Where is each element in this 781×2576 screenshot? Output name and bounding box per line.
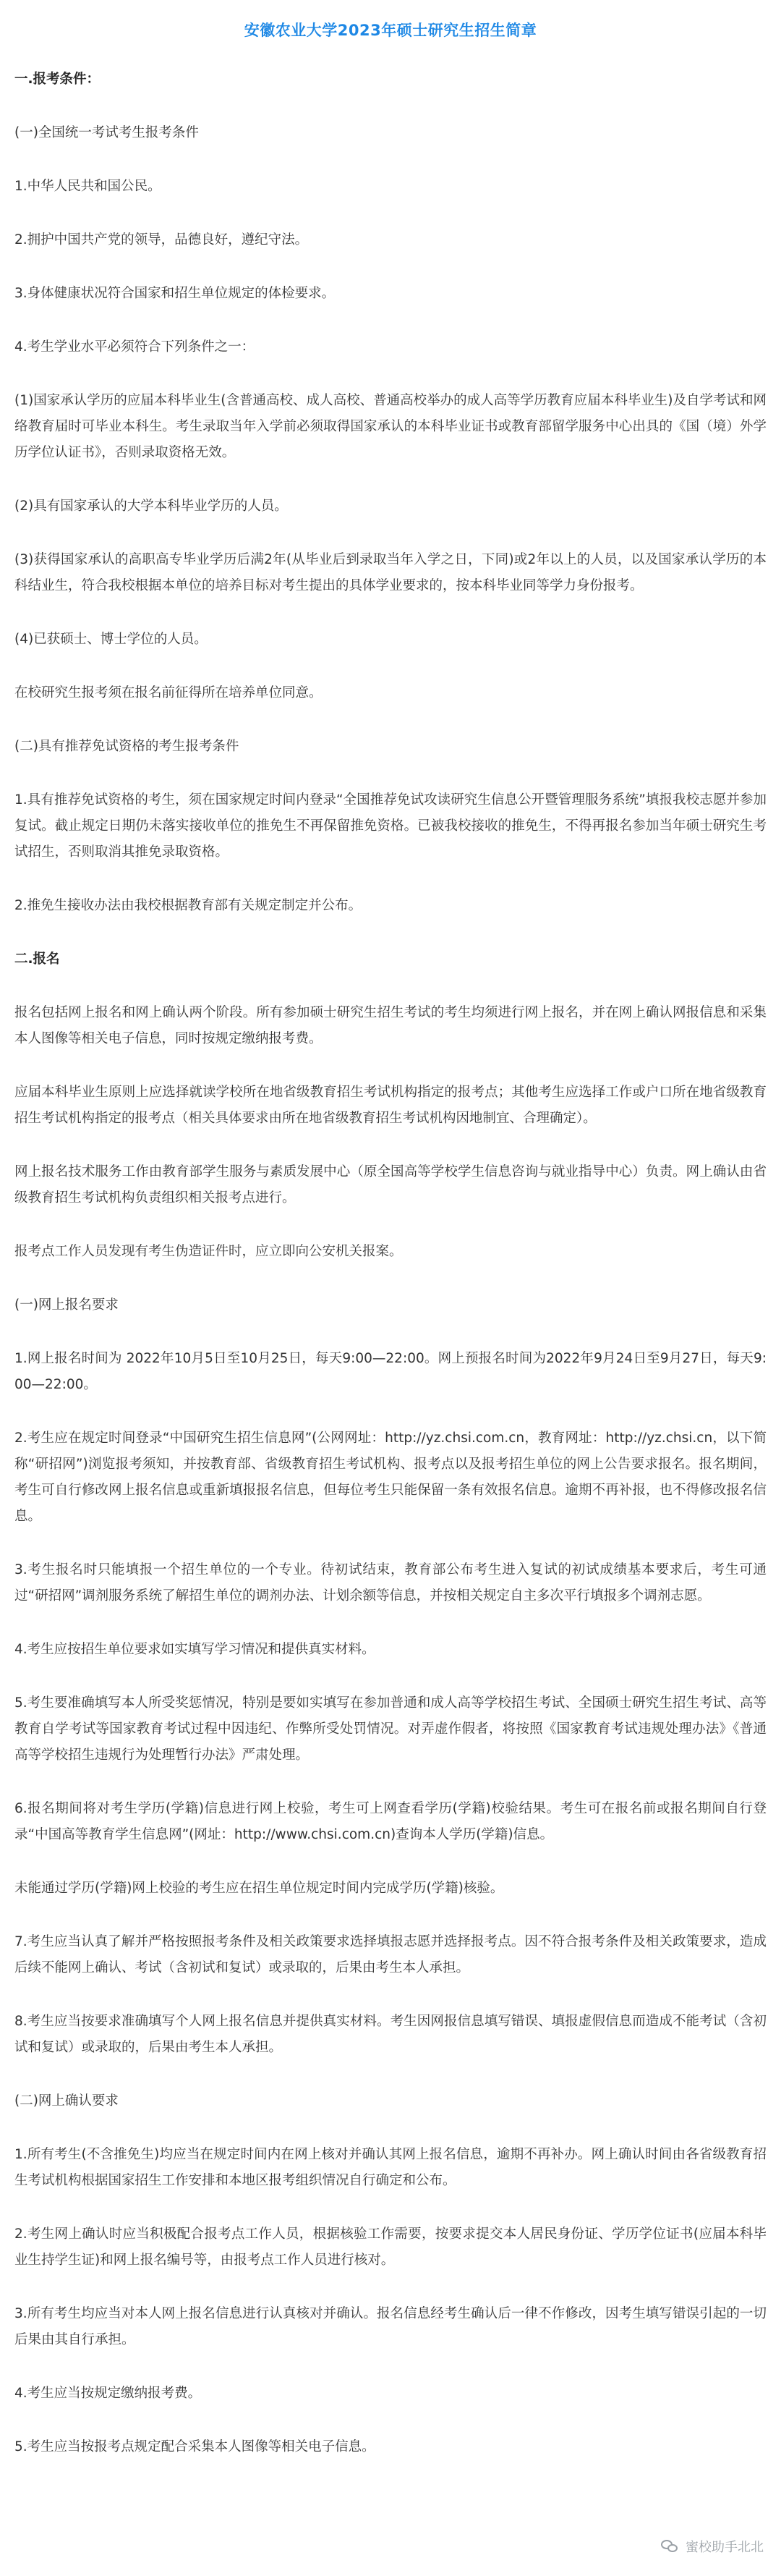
article-body	[14, 67, 767, 2460]
paragraph: 3.考生报名时只能填报一个招生单位的一个专业。待初试结束，教育部公布考生进入复试的初试成绩基本要求后，考生可通过“研招网”调剂服务系统了解招生单位的调剂办法、计划余额等信息，并按相关规定自主多次平行填报多个调剂志愿。	[14, 1562, 767, 1603]
paragraph: (一)网上报名要求	[14, 1297, 119, 1313]
paragraph: 5.考生应当按报考点规定配合采集本人图像等相关电子信息。	[14, 2439, 375, 2454]
paragraph: 3.所有考生均应当对本人网上报名信息进行认真核对并确认。报名信息经考生确认后一律不作修改，因考生填写错误引起的一切后果由其自行承担。	[14, 2306, 767, 2347]
paragraph: (1)国家承认学历的应届本科毕业生(含普通高校、成人高校、普通高校举办的成人高等学历教育应届本科毕业生)及自学考试和网络教育届时可毕业本科生。考生录取当年入学前必须取得国家承认的本科毕业证书或教育部留学服务中心出具的《国（境）外学历学位认证书》，否则录取资格无效。	[14, 393, 767, 460]
paragraph: (4)已获硕士、博士学位的人员。	[14, 632, 208, 647]
paragraph: 2.考生网上确认时应当积极配合报考点工作人员，根据核验工作需要，按要求提交本人居民身份证、学历学位证书(应届本科毕业生持学生证)和网上报名编号等，由报考点工作人员进行核对。	[14, 2227, 767, 2268]
paragraph: 未能通过学历(学籍)网上校验的考生应在招生单位规定时间内完成学历(学籍)核验。	[14, 1881, 504, 1896]
paragraph: (2)具有国家承认的大学本科毕业学历的人员。	[14, 499, 288, 514]
paragraph: (二)网上确认要求	[14, 2093, 119, 2109]
section-heading: 一.报考条件：	[14, 72, 101, 87]
wechat-icon	[661, 2538, 680, 2554]
paragraph: 1.网上报名时间为 2022年10月5日至10月25日，每天9:00—22:00。网上预报名时间为2022年9月24日至9月27日，每天9:00—22:00。	[14, 1351, 767, 1392]
paragraph: 3.身体健康状况符合国家和招生单位规定的体检要求。	[14, 286, 336, 301]
paragraph: 在校研究生报考须在报名前征得所在培养单位同意。	[14, 685, 323, 700]
paragraph: 4.考生应当按规定缴纳报考费。	[14, 2386, 202, 2401]
paragraph: (一)全国统一考试考生报考条件	[14, 125, 199, 140]
paragraph: 应届本科毕业生原则上应选择就读学校所在地省级教育招生考试机构指定的报考点；其他考生应选择工作或户口所在地省级教育招生考试机构指定的报考点（相关具体要求由所在地省级教育招生考试机构因地制宜、合理确定）。	[14, 1085, 767, 1126]
paragraph: 4.考生学业水平必须符合下列条件之一：	[14, 339, 255, 355]
paragraph: 2.考生应在规定时间登录“中国研究生招生信息网”(公网网址：http://yz.chsi.com.cn，教育网址：http://yz.chsi.cn，以下简称“研招网”)浏览报考须知，并按教育部、省级教育招生考试机构、报考点以及报考招生单位的网上公告要求报名。报名期间，考生可自行修改网上报名信息或重新填报报名信息，但每位考生只能保留一条有效报名信息。逾期不再补报，也不得修改报名信息。	[14, 1431, 767, 1524]
paragraph: (3)获得国家承认的高职高专毕业学历后满2年(从毕业后到录取当年入学之日，下同)或2年以上的人员，以及国家承认学历的本科结业生，符合我校根据本单位的培养目标对考生提出的具体学业要求的，按本科毕业同等学力身份报考。	[14, 552, 767, 593]
paragraph: 1.所有考生(不含推免生)均应当在规定时间内在网上核对并确认其网上报名信息，逾期不再补办。网上确认时间由各省级教育招生考试机构根据国家招生工作安排和本地区报考组织情况自行确定和公布。	[14, 2147, 767, 2188]
paragraph: 2.拥护中国共产党的领导，品德良好，遵纪守法。	[14, 232, 309, 247]
paragraph: 1.具有推荐免试资格的考生，须在国家规定时间内登录“全国推荐免试攻读研究生信息公开暨管理服务系统”填报我校志愿并参加复试。截止规定日期仍未落实接收单位的推免生不再保留推免资格。已被我校接收的推免生，不得再报名参加当年硕士研究生考试招生，否则取消其推免录取资格。	[14, 792, 767, 860]
paragraph: 4.考生应按招生单位要求如实填写学习情况和提供真实材料。	[14, 1642, 375, 1657]
paragraph: 1.中华人民共和国公民。	[14, 179, 161, 194]
paragraph: 网上报名技术服务工作由教育部学生服务与素质发展中心（原全国高等学校学生信息咨询与就业指导中心）负责。网上确认由省级教育招生考试机构负责组织相关报考点进行。	[14, 1164, 767, 1206]
page-title: 安徽农业大学2023年硕士研究生招生简章	[244, 22, 537, 39]
watermark	[661, 2537, 764, 2556]
section-heading: 二.报名	[14, 952, 60, 967]
paragraph: 7.考生应当认真了解并严格按照报考条件及相关政策要求选择填报志愿并选择报考点。因不符合报考条件及相关政策要求，造成后续不能网上确认、考试（含初试和复试）或录取的，后果由考生本人承担。	[14, 1934, 767, 1975]
paragraph: 报名包括网上报名和网上确认两个阶段。所有参加硕士研究生招生考试的考生均须进行网上报名，并在网上确认网报信息和采集本人图像等相关电子信息，同时按规定缴纳报考费。	[14, 1005, 767, 1046]
paragraph: 5.考生要准确填写本人所受奖惩情况，特别是要如实填写在参加普通和成人高等学校招生考试、全国硕士研究生招生考试、高等教育自学考试等国家教育考试过程中因违纪、作弊所受处罚情况。对弄虚作假者，将按照《国家教育考试违规处理办法》《普通高等学校招生违规行为处理暂行办法》严肃处理。	[14, 1695, 767, 1763]
paragraph: 报考点工作人员发现有考生伪造证件时，应立即向公安机关报案。	[14, 1244, 403, 1259]
paragraph: 8.考生应当按要求准确填写个人网上报名信息并提供真实材料。考生因网报信息填写错误、填报虚假信息而造成不能考试（含初试和复试）或录取的，后果由考生本人承担。	[14, 2014, 767, 2055]
paragraph: 2.推免生接收办法由我校根据教育部有关规定制定并公布。	[14, 898, 362, 913]
watermark-text: 蜜校助手北北	[686, 2540, 764, 2555]
paragraph: (二)具有推荐免试资格的考生报考条件	[14, 739, 239, 754]
paragraph: 6.报名期间将对考生学历(学籍)信息进行网上校验，考生可上网查看学历(学籍)校验结果。考生可在报名前或报名期间自行登录“中国高等教育学生信息网”(网址：http://www.chsi.com.cn)查询本人学历(学籍)信息。	[14, 1801, 767, 1842]
